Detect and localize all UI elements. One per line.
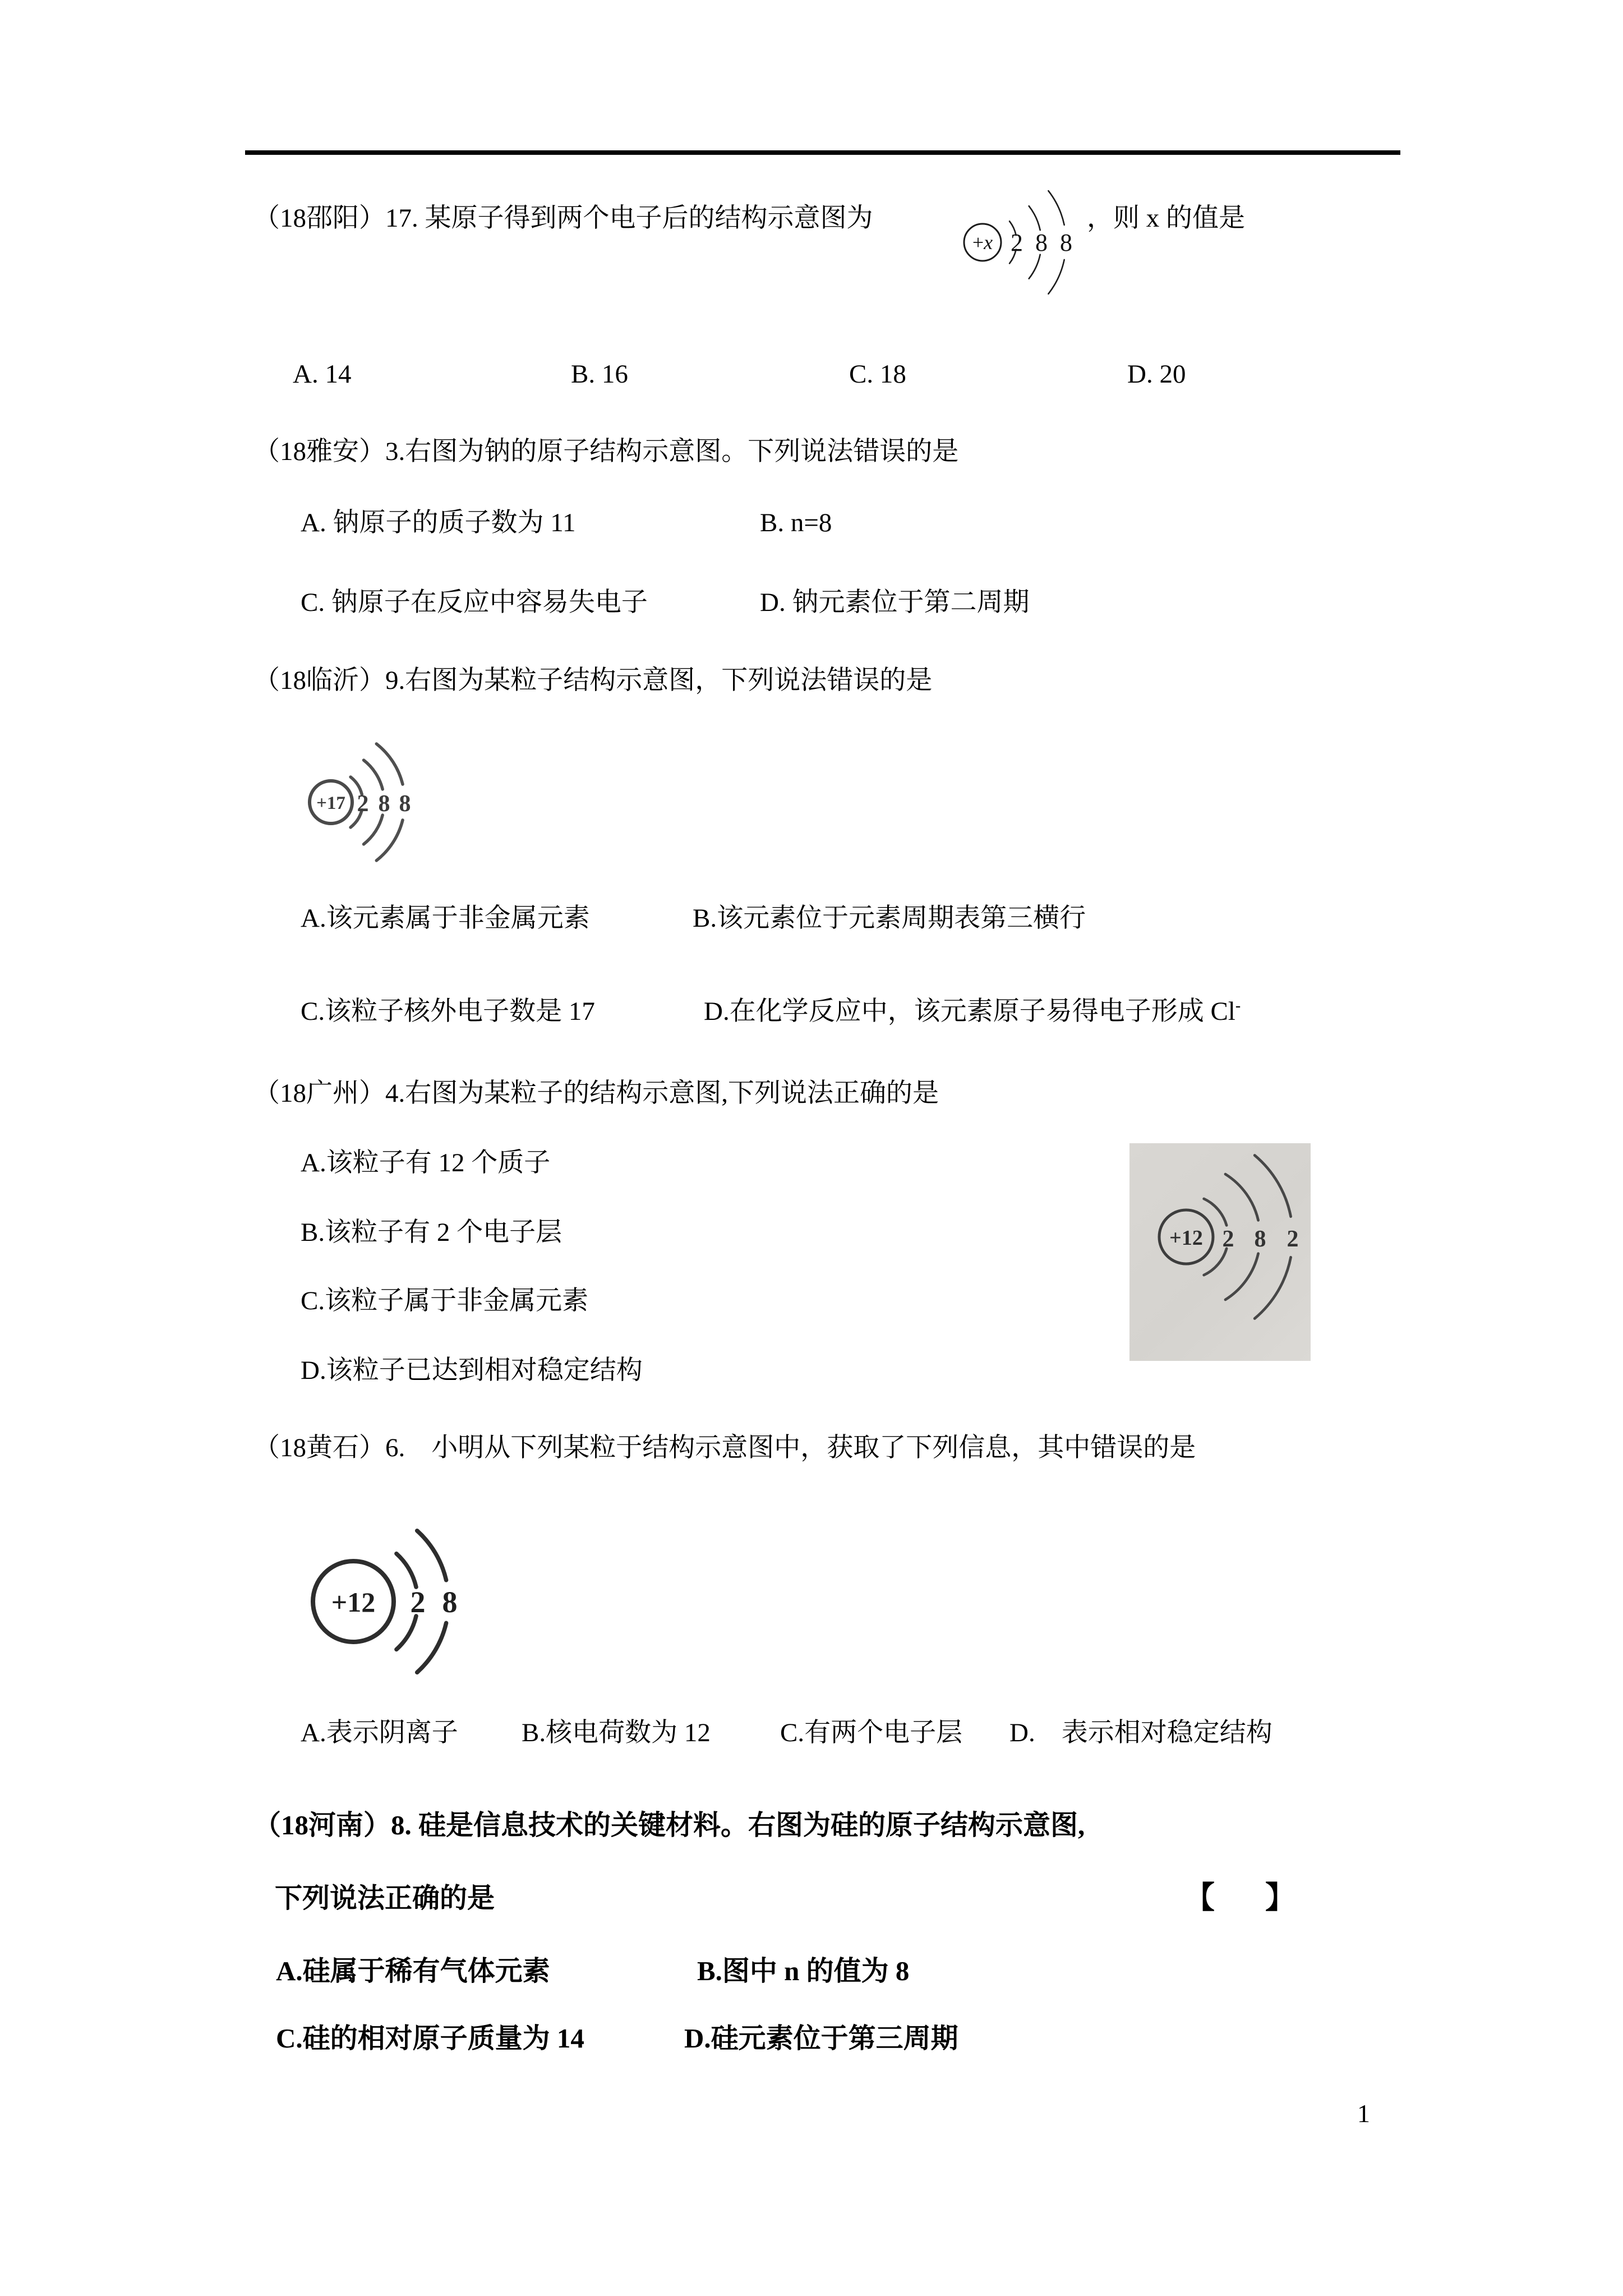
- header-rule: [245, 150, 1400, 155]
- q1-shell2-arc: [1029, 206, 1040, 230]
- q6-option-a: A.硅属于稀有气体元素: [276, 1955, 550, 1986]
- q4-nucleus-label: +12: [1169, 1226, 1203, 1250]
- q2-option-c: C. 钠原子在反应中容易失电子: [301, 588, 648, 617]
- q4-shell2-arc: [1225, 1254, 1258, 1300]
- q4-option-a: A.该粒子有 12 个质子: [301, 1148, 551, 1177]
- q3-option-d: [704, 996, 1241, 1027]
- q5-shell1-arc: [396, 1616, 416, 1650]
- q3-shell3-arc: [376, 744, 403, 784]
- q2-option-a: A. 钠原子的质子数为 11: [301, 508, 576, 537]
- q3-shell3-arc: [376, 820, 403, 861]
- q4-shell1-count: 2: [1222, 1226, 1234, 1252]
- q4-atom-photo: [1129, 1143, 1311, 1361]
- q1-shell2-arc: [1029, 255, 1040, 279]
- q1-shell3-arc: [1048, 191, 1064, 225]
- q4-option-b: B.该粒子有 2 个电子层: [301, 1218, 562, 1247]
- q6-option-d: D.硅元素位于第三周期: [684, 2023, 958, 2054]
- q6-title: （18河南）8. 硅是信息技术的关键材料。右图为硅的原子结构示意图,: [253, 1810, 1085, 1841]
- q3-shell1-count: 2: [357, 791, 369, 817]
- q3-option-d-text: D.在化学反应中，该元素原子易得电子形成 Cl: [704, 997, 1235, 1026]
- q1-shell1-count: 2: [1011, 229, 1023, 256]
- q2-option-d: D. 钠元素位于第二周期: [760, 588, 1030, 617]
- q5-option-a: A.表示阴离子: [301, 1718, 458, 1747]
- q1-text-after: ，则 x 的值是: [1087, 204, 1245, 233]
- q1-option-c: C. 18: [849, 360, 906, 389]
- q6-option-b: B.图中 n 的值为 8: [697, 1955, 910, 1986]
- q3-shell2-arc: [364, 815, 383, 844]
- q5-atom-diagram: [303, 1525, 471, 1682]
- q1-option-a: A. 14: [293, 360, 352, 389]
- q3-shell3-count: 8: [399, 791, 411, 817]
- q3-option-a: A.该元素属于非金属元素: [301, 904, 590, 933]
- q5-shell2-count: 8: [442, 1585, 458, 1619]
- q2-title: （18雅安）3.右图为钠的原子结构示意图。下列说法错误的是: [253, 437, 959, 466]
- q1-atom-diagram: [953, 186, 1088, 298]
- q3-shell2-count: 8: [378, 791, 390, 817]
- q4-title: （18广州）4.右图为某粒子的结构示意图,下列说法正确的是: [253, 1079, 939, 1108]
- q5-title: （18黄石）6. 小明从下列某粒于结构示意图中，获取了下列信息，其中错误的是: [253, 1433, 1196, 1462]
- q3-title: （18临沂）9.右图为某粒子结构示意图，下列说法错误的是: [253, 666, 933, 695]
- q4-shell3-count: 2: [1287, 1226, 1299, 1252]
- q4-shell3-arc: [1255, 1156, 1290, 1217]
- q3-nucleus-label: +17: [316, 793, 345, 813]
- q3-option-c: C.该粒子核外电子数是 17: [301, 997, 595, 1026]
- q4-shell2-count: 8: [1254, 1226, 1266, 1252]
- page-number: 1: [1357, 2099, 1370, 2128]
- q3-option-b: B.该元素位于元素周期表第三横行: [693, 904, 1086, 933]
- q3-shell2-arc: [364, 760, 383, 789]
- q3-atom-diagram: [297, 740, 421, 867]
- q5-option-c: C.有两个电子层: [780, 1718, 963, 1747]
- q3-chloride-charge: -: [1235, 997, 1241, 1015]
- q5-shell2-arc: [417, 1623, 446, 1672]
- q1-option-d: D. 20: [1127, 360, 1186, 389]
- q1-shell3-arc: [1048, 260, 1064, 294]
- q5-shell1-arc: [396, 1554, 416, 1588]
- q1-option-b: B. 16: [571, 360, 628, 389]
- q1-shell2-count: 8: [1035, 229, 1048, 256]
- q1-text-before: （18邵阳）17. 某原子得到两个电子后的结构示意图为: [253, 204, 873, 233]
- q6-answer-brackets: 【 】: [1184, 1881, 1306, 1915]
- q5-shell1-count: 2: [410, 1585, 426, 1619]
- q4-option-d: D.该粒子已达到相对稳定结构: [301, 1356, 643, 1385]
- q5-shell2-arc: [417, 1531, 446, 1580]
- q1-shell3-count: 8: [1060, 229, 1072, 256]
- q4-shell2-arc: [1225, 1174, 1258, 1220]
- q4-option-c: C.该粒子属于非金属元素: [301, 1286, 589, 1315]
- q5-option-b: B.核电荷数为 12: [522, 1718, 711, 1747]
- q2-option-b: B. n=8: [760, 508, 832, 537]
- q5-option-d: D. 表示相对稳定结构: [1009, 1718, 1272, 1747]
- q5-nucleus-label: +12: [331, 1586, 376, 1618]
- q1-nucleus-label: +x: [972, 231, 993, 254]
- q4-atom-diagram: [1129, 1143, 1311, 1361]
- q6-option-c: C.硅的相对原子质量为 14: [276, 2023, 584, 2054]
- q6-prompt: 下列说法正确的是: [275, 1883, 495, 1913]
- q4-shell3-arc: [1255, 1257, 1290, 1318]
